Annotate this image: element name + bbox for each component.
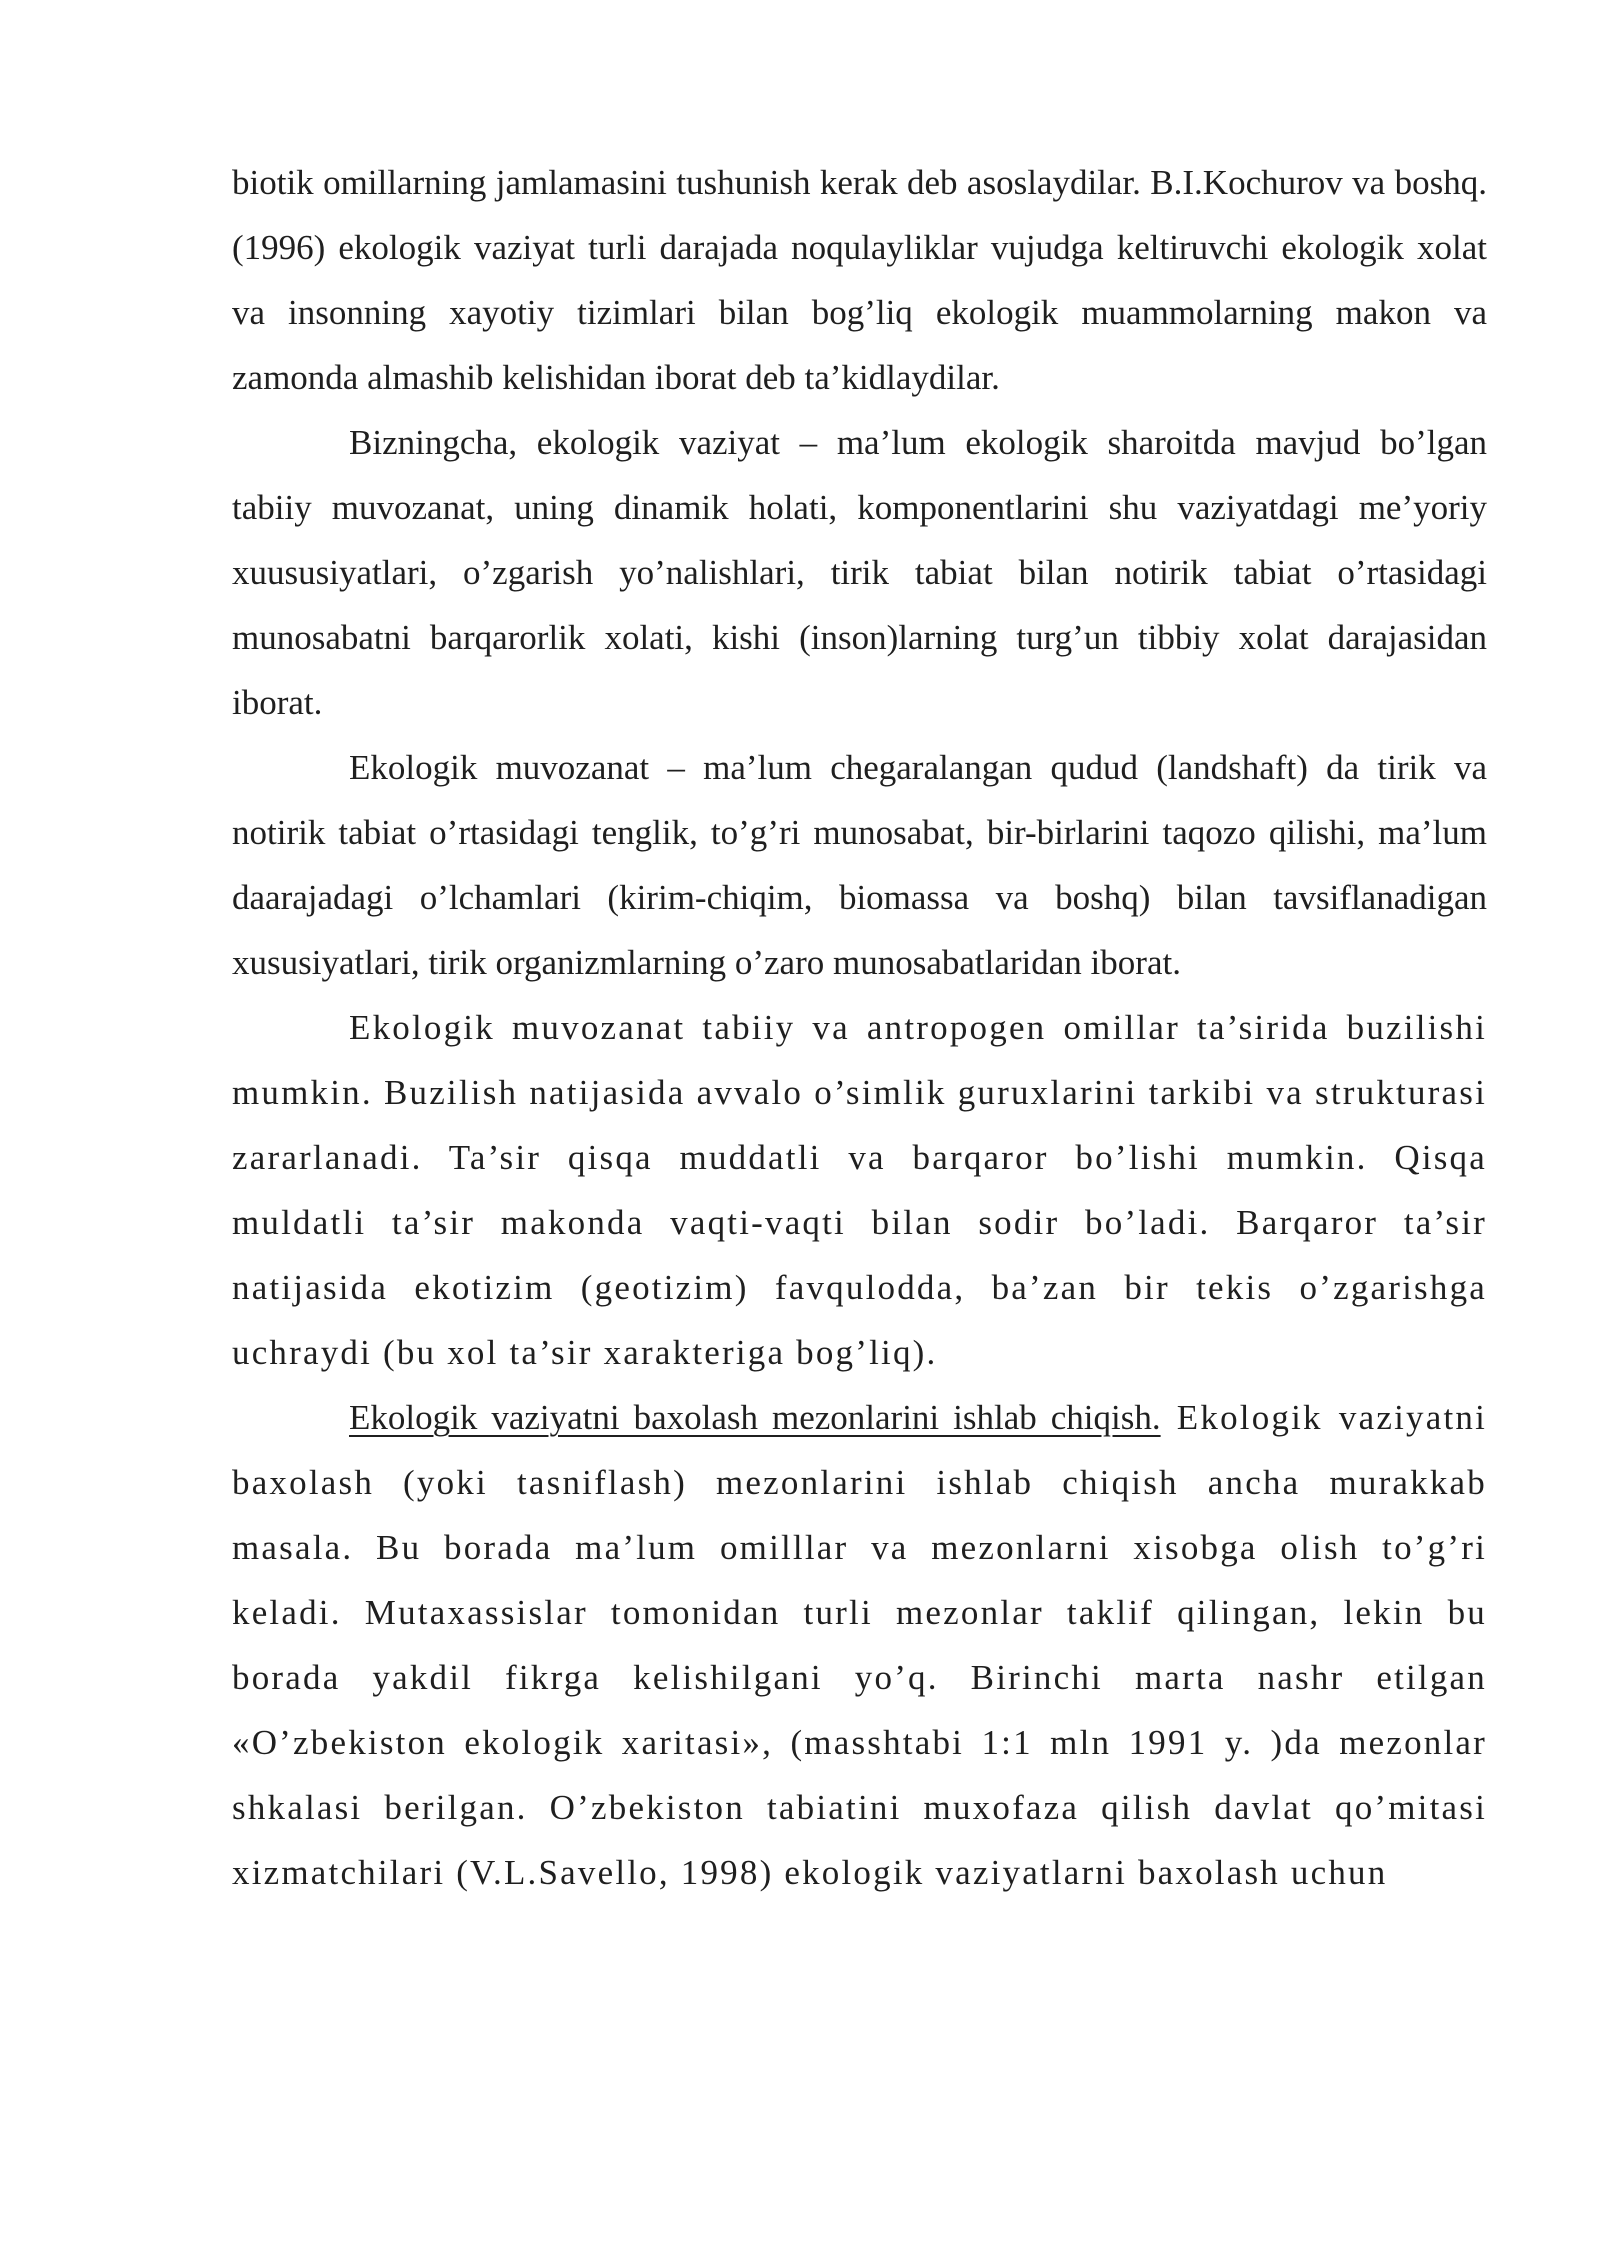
paragraph-continuation: biotik omillarning jamlamasini tushunish kerak deb asoslaydilar. B.I.Kochurov va boshq. (1996) ekologik vaziyat turli darajada noqulayliklar vujudga keltiruvchi ekologik xolat va insonning xayotiy tizimlari bilan bog’liq ekologik muammolarning makon va zamonda almashib kelishidan iborat deb ta’kidlaydilar. [232, 163, 1487, 397]
section-heading-inline: Ekologik vaziyatni baxolash mezonlarini ishlab chiqish. [349, 1398, 1161, 1437]
paragraph-balance-disruption: Ekologik muvozanat tabiiy va antropogen omillar ta’sirida buzilishi mumkin. Buzilish natijasida avvalo o’simlik guruxlarini tarkibi va strukturasi zararlanadi. Ta’sir qisqa muddatli va barqaror bo’lishi mumkin. Qisqa muldatli ta’sir makonda vaqti-vaqti bilan sodir bo’ladi. Barqaror ta’sir natijasida ekotizim (geotizim) favqulodda, ba’zan bir tekis o’zgarishga uchraydi (bu xol ta’sir xarakteriga bog’liq). [232, 1008, 1487, 1372]
paragraph-ecological-situation-definition: Bizningcha, ekologik vaziyat – ma’lum ekologik sharoitda mavjud bo’lgan tabiiy muvozanat, uning dinamik holati, komponentlarini shu vaziyatdagi me’yoriy xuususiyatlari, o’zgarish yo’nalishlari, tirik tabiat bilan notirik tabiat o’rtasidagi munosabatni barqarorlik xolati, kishi (inson)larning turg’un tibbiy xolat darajasidan iborat. [232, 423, 1487, 722]
paragraph-ecological-balance-definition: Ekologik muvozanat – ma’lum chegaralangan qudud (landshaft) da tirik va notirik tabiat o’rtasidagi tenglik, to’g’ri munosabat, bir-birlarini taqozo qilishi, ma’lum daarajadagi o’lchamlari (kirim-chiqim, biomassa va boshq) bilan tavsiflanadigan xususiyatlari, tirik organizmlarning o’zaro munosabatlaridan iborat. [232, 748, 1487, 982]
document-page [232, 150, 1487, 1905]
paragraph-assessment-body: Ekologik vaziyatni baxolash (yoki tasniflash) mezonlarini ishlab chiqish ancha murakkab masala. Bu borada ma’lum omilllar va mezonlarni xisobga olish to’g’ri keladi. Mutaxassislar tomonidan turli mezonlar taklif qilingan, lekin bu borada yakdil fikrga kelishilgani yo’q. Birinchi marta nashr etilgan «O’zbekiston ekologik xaritasi», (masshtabi 1:1 mln 1991 y. )da mezonlar shkalasi berilgan. O’zbekiston tabiatini muxofaza qilish davlat qo’mitasi xizmatchilari (V.L.Savello, 1998) ekologik vaziyatlarni baxolash uchun [232, 1398, 1487, 1892]
paragraph-assessment-criteria [232, 1385, 1487, 1905]
